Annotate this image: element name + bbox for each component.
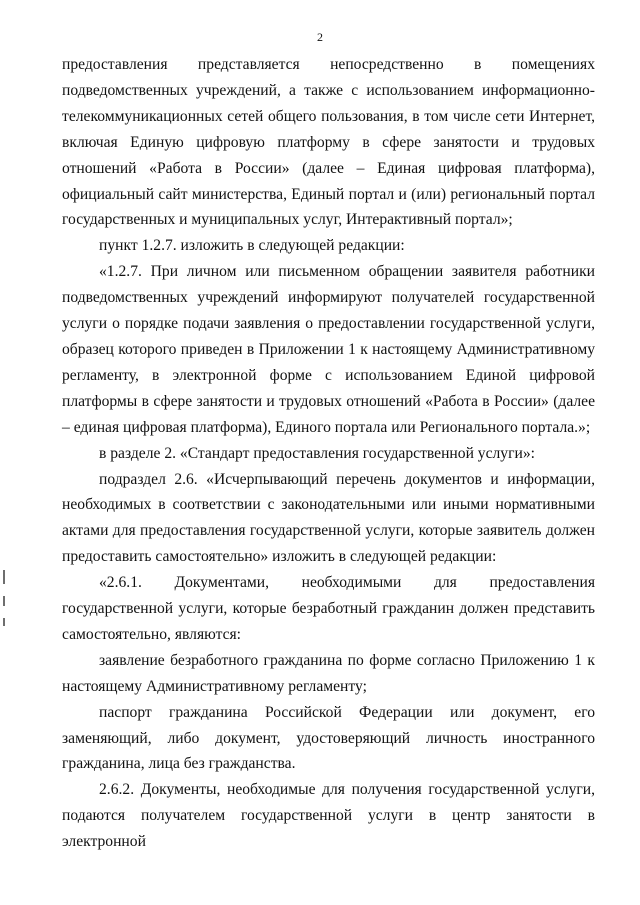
scan-edge-mark	[3, 596, 5, 606]
document-body	[62, 52, 595, 855]
scan-edge-mark	[3, 570, 5, 584]
paragraph-subsection-2-6-instruction: подраздел 2.6. «Исчерпывающий перечень документов и информации, необходимых в соответствии с законодательными или иными нормативными актами для предоставления государственной услуги, которые заявитель должен предоставить самостоятельно» изложить в следующей редакции:	[62, 470, 595, 566]
paragraph-point-1-2-7-instruction: пункт 1.2.7. изложить в следующей редакции:	[99, 237, 405, 255]
page-number: 2	[317, 30, 323, 44]
paragraph-2-6-1: «2.6.1. Документами, необходимыми для предоставления государственной услуги, которые безработный гражданин должен представить самостоятельно, являются:	[62, 574, 595, 643]
paragraph-2-6-2: 2.6.2. Документы, необходимые для получения государственной услуги, подаются получателем государственной услуги в центр занятости в электронной	[62, 781, 595, 851]
paragraph-point-1-2-7-text: «1.2.7. При личном или письменном обращении заявителя работники подведомственных учреждений информируют получателей государственной услуги о порядке подачи заявления о предоставлении государственной услуги, образец которого приведен в Приложении 1 к настоящему Административному регламенту, в электронной форме с использованием Единой цифровой платформы в сфере занятости и трудовых отношений «Работа в России» (далее – единая цифровая платформа), Единого портала или Регионального портала.»;	[62, 263, 595, 436]
paragraph-intro-continuation: предоставления представляется непосредственно в помещениях подведомственных учреждений, а также с использованием информационно-телекоммуникационных сетей общего пользования, в том числе сети Интернет, включая Единую цифровую платформу в сфере занятости и трудовых отношений «Работа в России» (далее – Единая цифровая платформа), официальный сайт министерства, Единый портал и (или) региональный портал государственных и муниципальных услуг, Интерактивный портал»;	[62, 56, 595, 229]
scan-edge-mark	[3, 618, 5, 626]
paragraph-section-2-instruction: в разделе 2. «Стандарт предоставления государственной услуги»:	[99, 444, 535, 462]
paragraph-application-item: заявление безработного гражданина по форме согласно Приложению 1 к настоящему Административному регламенту;	[62, 651, 595, 695]
paragraph-passport-item: паспорт гражданина Российской Федерации или документ, его заменяющий, либо документ, удостоверяющий личность иностранного гражданина, лица без гражданства.	[62, 703, 595, 773]
